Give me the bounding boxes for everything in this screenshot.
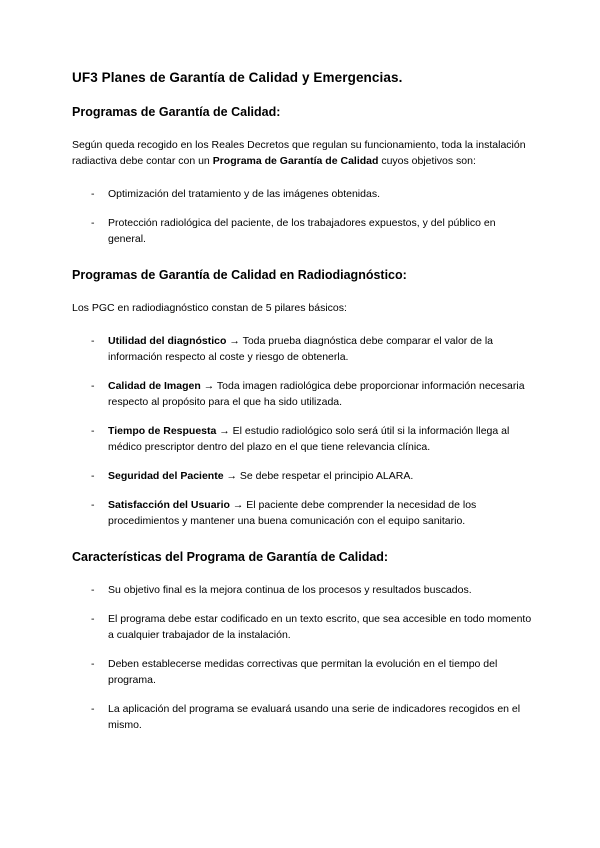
list-item <box>72 701 532 733</box>
dash-bullet: - <box>91 335 95 347</box>
dash-bullet: - <box>91 380 95 392</box>
pillar-title: Tiempo de Respuesta <box>108 425 217 437</box>
dash-bullet: - <box>91 188 95 200</box>
pillar-text: → El paciente debe comprender la necesidad de los procedimientos y mantener una buena comunicación con el equipo sanitario. <box>108 499 477 527</box>
section-intro-pgc <box>72 137 532 169</box>
list-item <box>72 186 532 202</box>
dash-bullet: - <box>91 703 95 715</box>
dash-bullet: - <box>91 658 95 670</box>
list-item <box>72 656 532 688</box>
list-item <box>72 215 532 247</box>
dash-bullet: - <box>91 470 95 482</box>
dash-bullet: - <box>91 499 95 511</box>
list-item-text: Protección radiológica del paciente, de los trabajadores expuestos, y del público en general. <box>108 217 496 245</box>
pillar-text: → Toda imagen radiológica debe proporcionar información necesaria respecto al propósito para el que ha sido utilizada. <box>108 380 525 408</box>
pillar-text: → El estudio radiológico solo será útil si la información llega al médico prescriptor dentro del plazo en el que tiene relevancia clínica. <box>108 425 510 453</box>
list-item <box>72 611 532 643</box>
dash-bullet: - <box>91 613 95 625</box>
list-item-text: Optimización del tratamiento y de las imágenes obtenidas. <box>108 188 380 200</box>
section-intro-radiodiagnostico: Los PGC en radiodiagnóstico constan de 5 pilares básicos: <box>72 302 347 314</box>
list-item <box>72 423 532 455</box>
intro-text: Según queda recogido en los Reales Decretos que regulan su funcionamiento, toda la instalación radiactiva debe contar con un <box>72 139 526 167</box>
pillar-text: → Toda prueba diagnóstica debe comparar el valor de la información respecto al coste y riesgo de obtenerla. <box>108 335 493 363</box>
dash-bullet: - <box>91 425 95 437</box>
section-heading-radiodiagnostico: Programas de Garantía de Calidad en Radiodiagnóstico: <box>72 268 407 282</box>
dash-bullet: - <box>91 584 95 596</box>
intro-bold-text: Programa de Garantía de Calidad <box>212 155 379 167</box>
intro-text-end: cuyos objetivos son: <box>378 155 476 167</box>
list-item-text: La aplicación del programa se evaluará usando una serie de indicadores recogidos en el mismo. <box>108 703 521 731</box>
list-item <box>72 378 532 410</box>
pillar-title: Seguridad del Paciente <box>108 470 224 482</box>
section-heading-pgc: Programas de Garantía de Calidad: <box>72 105 281 119</box>
list-item-text: Su objetivo final es la mejora continua de los procesos y resultados buscados. <box>108 584 472 596</box>
list-item <box>72 497 532 529</box>
pillars-list <box>72 333 532 529</box>
list-item <box>72 333 532 365</box>
list-item <box>72 582 532 598</box>
section-heading-caracteristicas: Características del Programa de Garantía de Calidad: <box>72 550 389 564</box>
list-item-text: El programa debe estar codificado en un texto escrito, que sea accesible en todo momento a cualquier trabajador de la instalación. <box>108 613 532 641</box>
list-item <box>72 468 532 484</box>
objectives-list <box>72 186 532 247</box>
pillar-text: → Se debe respetar el principio ALARA. <box>223 470 414 482</box>
list-item-text: Deben establecerse medidas correctivas que permitan la evolución en el tiempo del programa. <box>108 658 498 686</box>
document-title: UF3 Planes de Garantía de Calidad y Emergencias. <box>72 70 403 85</box>
dash-bullet: - <box>91 217 95 229</box>
pillar-title: Satisfacción del Usuario <box>108 499 230 511</box>
pillar-title: Calidad de Imagen <box>108 380 201 392</box>
pillar-title: Utilidad del diagnóstico <box>108 335 227 347</box>
characteristics-list <box>72 582 532 733</box>
document-page <box>72 70 532 746</box>
